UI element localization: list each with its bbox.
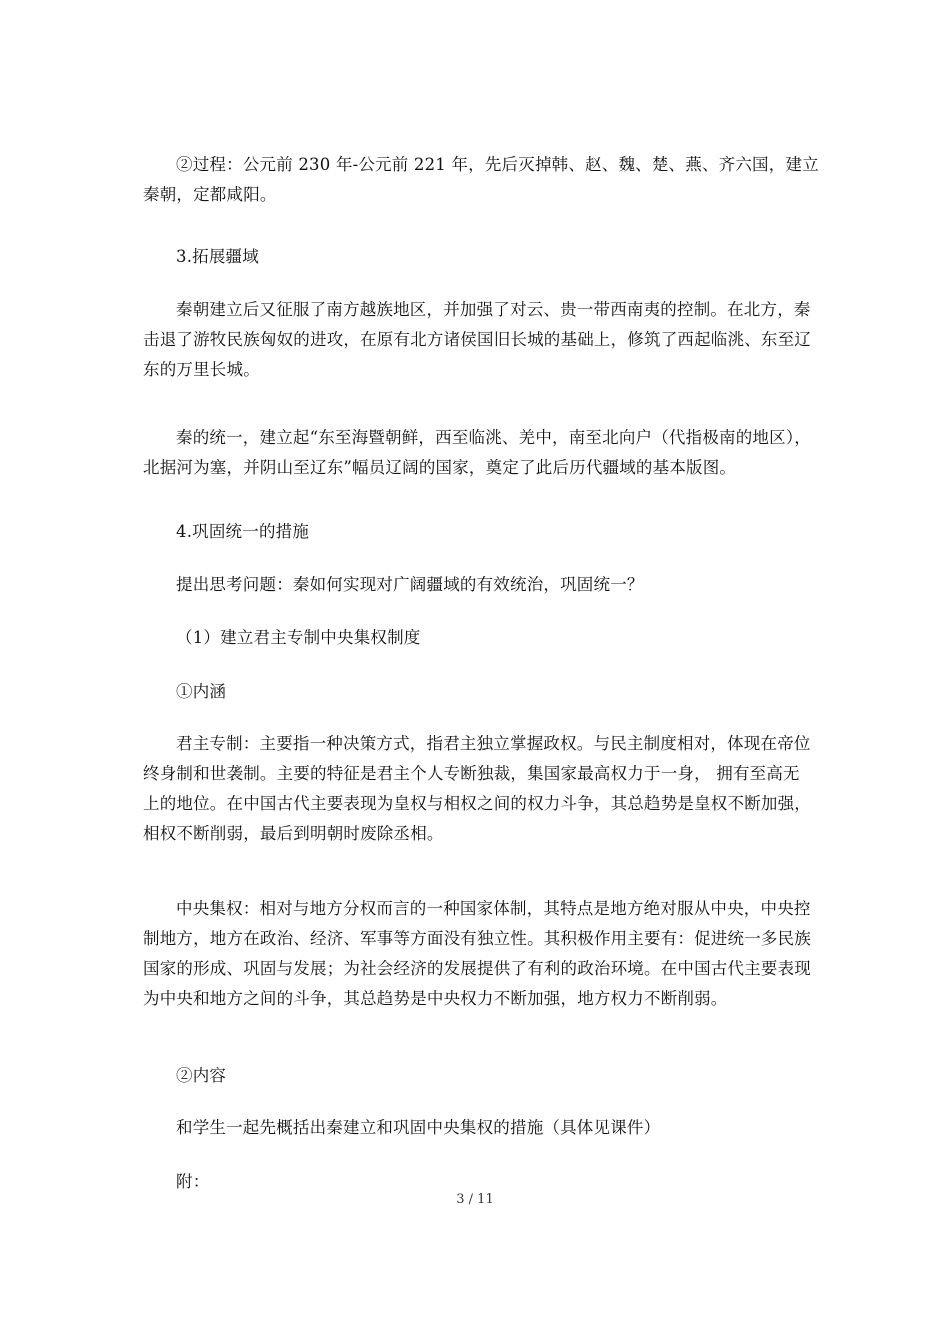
paragraph-summary <box>143 1113 810 1143</box>
subheading-content <box>143 1061 810 1091</box>
text-line: 中央集权：相对与地方分权而言的一种国家体制，其特点是地方绝对服从中央，中央控 <box>176 899 811 918</box>
text-line: 北据河为塞，并阴山至辽东”幅员辽阔的国家，奠定了此后历代疆域的基本版图。 <box>143 458 737 477</box>
text-line: 相权不断削弱，最后到明朝时废除丞相。 <box>143 824 444 843</box>
text-line: 提出思考问题：秦如何实现对广阔疆域的有效统治，巩固统一？ <box>176 575 644 594</box>
text-line: 君主专制：主要指一种决策方式，指君主独立掌握政权。与民主制度相对，体现在帝位 <box>176 734 811 753</box>
text-line: 3.拓展疆域 <box>176 247 259 266</box>
subheading-connotation <box>143 677 810 707</box>
text-line: 东的万里长城。 <box>143 360 260 379</box>
page-number: 3 / 11 <box>456 1192 494 1207</box>
text-line: 击退了游牧民族匈奴的进攻，在原有北方诸侯国旧长城的基础上，修筑了西起临洮、东至辽 <box>143 330 811 349</box>
paragraph-process <box>143 150 819 210</box>
text-line: 终身制和世袭制。主要的特征是君主个人专断独裁，集国家最高权力于一身， 拥有至高无 <box>143 764 800 783</box>
text-line: ①内涵 <box>176 682 227 701</box>
text-line: （1）建立君主专制中央集权制度 <box>176 628 421 647</box>
text-line: 和学生一起先概括出秦建立和巩固中央集权的措施（具体见课件） <box>176 1118 661 1137</box>
paragraph-expansion <box>143 295 810 385</box>
text-line: 秦朝建立后又征服了南方越族地区，并加强了对云、贵一带西南夷的控制。在北方，秦 <box>176 300 811 319</box>
text-line: 附： <box>176 1172 210 1191</box>
text-line: 上的地位。在中国古代主要表现为皇权与相权之间的权力斗争，其总趋势是皇权不断加强， <box>143 794 811 813</box>
text-line: 秦的统一，建立起“东至海暨朝鲜，西至临洮、羌中，南至北向户（代指极南的地区）， <box>176 428 811 447</box>
section-heading-consolidation <box>143 517 810 547</box>
subheading-system <box>143 623 810 653</box>
paragraph-centralization <box>143 894 810 1014</box>
section-heading-expand-territory <box>143 242 810 272</box>
text-line: 秦朝，定都咸阳。 <box>143 185 277 204</box>
text-line: 为中央和地方之间的斗争，其总趋势是中央权力不断加强，地方权力不断削弱。 <box>143 989 728 1008</box>
paragraph-territory <box>143 423 810 483</box>
text-line: 国家的形成、巩固与发展；为社会经济的发展提供了有利的政治环境。在中国古代主要表现 <box>143 959 811 978</box>
paragraph-monarchy <box>143 729 810 849</box>
text-line: ②过程：公元前 230 年-公元前 221 年，先后灭掉韩、赵、魏、楚、燕、齐六国，建立 <box>176 155 819 174</box>
text-line: 制地方，地方在政治、经济、军事等方面没有独立性。其积极作用主要有：促进统一多民族 <box>143 929 811 948</box>
text-line: ②内容 <box>176 1066 227 1085</box>
paragraph-question <box>143 570 810 600</box>
text-line: 4.巩固统一的措施 <box>176 522 310 541</box>
